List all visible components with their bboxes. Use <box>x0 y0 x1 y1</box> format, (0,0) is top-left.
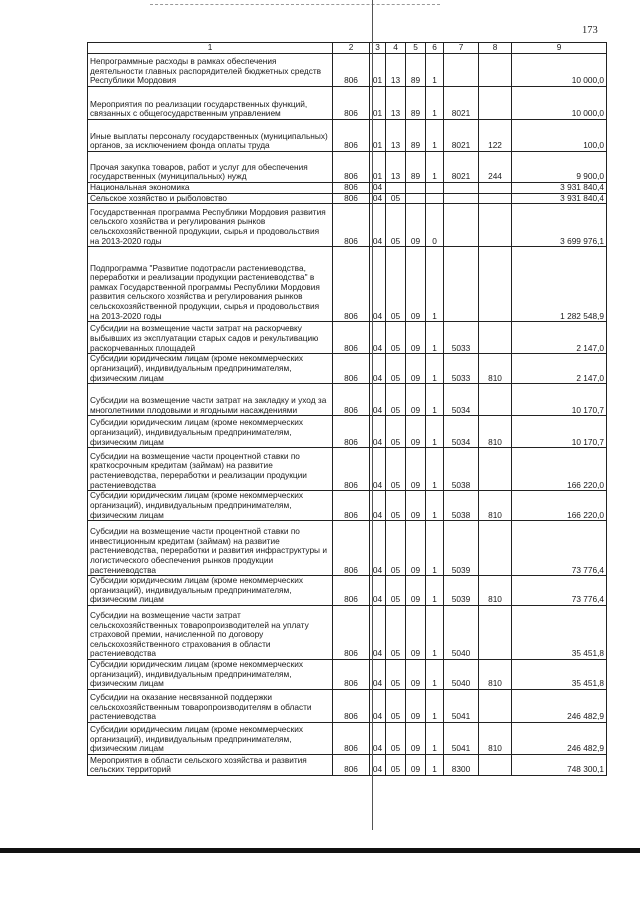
target-item-code-cell: 8300 <box>444 754 479 775</box>
program-code-cell: 89 <box>406 54 426 87</box>
table-row <box>88 152 607 183</box>
amount-cell: 10 000,0 <box>512 87 607 120</box>
department-code-cell: 806 <box>333 448 370 491</box>
table-row <box>88 87 607 120</box>
program-code-cell: 09 <box>406 322 426 354</box>
program-code-cell <box>406 183 426 194</box>
target-item-code-cell <box>444 247 479 322</box>
subprogram-code-cell: 1 <box>426 491 444 521</box>
expense-type-code-cell <box>479 689 512 722</box>
subsection-code-cell <box>386 183 406 194</box>
amount-cell: 100,0 <box>512 120 607 152</box>
scan-top-rule <box>150 4 440 5</box>
section-code-cell: 04 <box>370 576 386 606</box>
subprogram-code-cell: 1 <box>426 152 444 183</box>
section-code-cell: 04 <box>370 204 386 247</box>
table-row <box>88 521 607 576</box>
subsection-code-cell: 13 <box>386 87 406 120</box>
expense-type-code-cell: 810 <box>479 416 512 448</box>
department-code-cell: 806 <box>333 152 370 183</box>
program-code-cell: 09 <box>406 605 426 659</box>
row-name-cell: Субсидии на возмещение части процентной ставки по инвестиционным кредитам (займам) на развитие растениеводства, переработки и развития инфраструктуры и логистического обеспечения рынков продукции растениеводства <box>88 521 333 576</box>
department-code-cell: 806 <box>333 416 370 448</box>
amount-cell: 3 931 840,4 <box>512 183 607 194</box>
section-code-cell: 01 <box>370 54 386 87</box>
program-code-cell: 89 <box>406 87 426 120</box>
expense-type-code-cell: 810 <box>479 354 512 384</box>
expense-type-code-cell <box>479 193 512 204</box>
subprogram-code-cell: 1 <box>426 448 444 491</box>
row-name-cell: Субсидии юридическим лицам (кроме некоммерческих организаций), индивидуальным предпринимателям, физическим лицам <box>88 576 333 606</box>
row-name-cell: Субсидии юридическим лицам (кроме некоммерческих организаций), индивидуальным предпринимателям, физическим лицам <box>88 722 333 754</box>
expense-type-code-cell: 810 <box>479 576 512 606</box>
amount-cell: 35 451,8 <box>512 605 607 659</box>
subsection-code-cell: 05 <box>386 689 406 722</box>
table-row <box>88 689 607 722</box>
table-row <box>88 576 607 606</box>
row-name-cell: Мероприятия по реализации государственных функций, связанных с общегосударственным управлением <box>88 87 333 120</box>
subsection-code-cell: 05 <box>386 416 406 448</box>
expense-type-code-cell <box>479 605 512 659</box>
table-row <box>88 448 607 491</box>
program-code-cell: 89 <box>406 120 426 152</box>
expense-type-code-cell: 122 <box>479 120 512 152</box>
subsection-code-cell: 13 <box>386 54 406 87</box>
target-item-code-cell: 5041 <box>444 722 479 754</box>
program-code-cell: 09 <box>406 491 426 521</box>
subsection-code-cell: 05 <box>386 322 406 354</box>
table-body <box>88 54 607 776</box>
table-row <box>88 354 607 384</box>
subsection-code-cell: 05 <box>386 448 406 491</box>
section-code-cell: 01 <box>370 152 386 183</box>
row-name-cell: Субсидии на возмещение части процентной ставки по краткосрочным кредитам (займам) на развитие растениеводства, переработки и реализации продукции растениеводства <box>88 448 333 491</box>
section-code-cell: 04 <box>370 354 386 384</box>
row-name-cell: Подпрограмма "Развитие подотрасли растениеводства, переработки и реализации продукции растениеводства" в рамках Государственной программы Республики Мордовия развития сельского хозяйства и регулирования рынков сельскохозяйственной продукции, сырья и продовольствия на 2013-2020 годы <box>88 247 333 322</box>
table-row <box>88 416 607 448</box>
table-row <box>88 204 607 247</box>
section-code-cell: 04 <box>370 193 386 204</box>
table-row <box>88 659 607 689</box>
row-name-cell: Субсидии юридическим лицам (кроме некоммерческих организаций), индивидуальным предпринимателям, физическим лицам <box>88 491 333 521</box>
subprogram-code-cell: 1 <box>426 416 444 448</box>
expense-type-code-cell: 244 <box>479 152 512 183</box>
subprogram-code-cell: 1 <box>426 87 444 120</box>
target-item-code-cell <box>444 54 479 87</box>
target-item-code-cell <box>444 183 479 194</box>
section-code-cell: 01 <box>370 87 386 120</box>
subsection-code-cell: 05 <box>386 247 406 322</box>
subsection-code-cell: 05 <box>386 605 406 659</box>
column-header: 7 <box>444 43 479 54</box>
department-code-cell: 806 <box>333 87 370 120</box>
amount-cell: 246 482,9 <box>512 689 607 722</box>
row-name-cell: Субсидии на возмещение части затрат сельскохозяйственных товаропроизводителей на уплату страховой премии, начисленной по договору сельскохозяйственного страхования в области растениеводства <box>88 605 333 659</box>
program-code-cell <box>406 193 426 204</box>
table-row <box>88 384 607 416</box>
section-code-cell: 04 <box>370 521 386 576</box>
table-row <box>88 322 607 354</box>
department-code-cell: 806 <box>333 722 370 754</box>
department-code-cell: 806 <box>333 193 370 204</box>
subsection-code-cell: 05 <box>386 722 406 754</box>
target-item-code-cell: 5033 <box>444 322 479 354</box>
amount-cell: 246 482,9 <box>512 722 607 754</box>
column-header: 1 <box>88 43 333 54</box>
section-code-cell: 01 <box>370 120 386 152</box>
subsection-code-cell: 05 <box>386 521 406 576</box>
row-name-cell: Мероприятия в области сельского хозяйства и развития сельских территорий <box>88 754 333 775</box>
subsection-code-cell: 13 <box>386 152 406 183</box>
department-code-cell: 806 <box>333 384 370 416</box>
expense-type-code-cell <box>479 322 512 354</box>
program-code-cell: 09 <box>406 576 426 606</box>
target-item-code-cell <box>444 204 479 247</box>
target-item-code-cell: 5040 <box>444 659 479 689</box>
department-code-cell: 806 <box>333 120 370 152</box>
amount-cell: 10 170,7 <box>512 384 607 416</box>
expense-type-code-cell <box>479 54 512 87</box>
department-code-cell: 806 <box>333 183 370 194</box>
program-code-cell: 09 <box>406 416 426 448</box>
program-code-cell: 09 <box>406 354 426 384</box>
section-code-cell: 04 <box>370 322 386 354</box>
table-row <box>88 605 607 659</box>
table-row <box>88 491 607 521</box>
amount-cell: 2 147,0 <box>512 322 607 354</box>
program-code-cell: 09 <box>406 689 426 722</box>
amount-cell: 73 776,4 <box>512 576 607 606</box>
target-item-code-cell: 5034 <box>444 384 479 416</box>
amount-cell: 2 147,0 <box>512 354 607 384</box>
expense-type-code-cell <box>479 204 512 247</box>
expense-type-code-cell <box>479 754 512 775</box>
amount-cell: 166 220,0 <box>512 491 607 521</box>
budget-table <box>87 42 607 776</box>
section-code-cell: 04 <box>370 754 386 775</box>
expense-type-code-cell <box>479 448 512 491</box>
subsection-code-cell: 05 <box>386 354 406 384</box>
department-code-cell: 806 <box>333 689 370 722</box>
column-header: 9 <box>512 43 607 54</box>
subprogram-code-cell <box>426 183 444 194</box>
amount-cell: 166 220,0 <box>512 448 607 491</box>
expense-type-code-cell <box>479 183 512 194</box>
row-name-cell: Национальная экономика <box>88 183 333 194</box>
subprogram-code-cell: 1 <box>426 605 444 659</box>
row-name-cell: Субсидии юридическим лицам (кроме некоммерческих организаций), индивидуальным предпринимателям, физическим лицам <box>88 659 333 689</box>
subprogram-code-cell: 1 <box>426 247 444 322</box>
expense-type-code-cell: 810 <box>479 722 512 754</box>
section-code-cell: 04 <box>370 247 386 322</box>
target-item-code-cell: 5033 <box>444 354 479 384</box>
subprogram-code-cell: 1 <box>426 322 444 354</box>
expense-type-code-cell <box>479 521 512 576</box>
subprogram-code-cell: 1 <box>426 384 444 416</box>
subprogram-code-cell: 1 <box>426 54 444 87</box>
subprogram-code-cell: 1 <box>426 521 444 576</box>
subsection-code-cell: 05 <box>386 384 406 416</box>
section-code-cell: 04 <box>370 448 386 491</box>
table-row <box>88 183 607 194</box>
target-item-code-cell: 8021 <box>444 87 479 120</box>
amount-cell: 1 282 548,9 <box>512 247 607 322</box>
amount-cell: 10 000,0 <box>512 54 607 87</box>
amount-cell: 35 451,8 <box>512 659 607 689</box>
department-code-cell: 806 <box>333 54 370 87</box>
row-name-cell: Государственная программа Республики Мордовия развития сельского хозяйства и регулирования рынков сельскохозяйственной продукции, сырья и продовольствия на 2013-2020 годы <box>88 204 333 247</box>
subprogram-code-cell: 1 <box>426 689 444 722</box>
subprogram-code-cell: 1 <box>426 576 444 606</box>
target-item-code-cell: 5039 <box>444 576 479 606</box>
column-header: 6 <box>426 43 444 54</box>
subsection-code-cell: 05 <box>386 204 406 247</box>
subprogram-code-cell: 1 <box>426 659 444 689</box>
column-header: 4 <box>386 43 406 54</box>
subprogram-code-cell: 1 <box>426 354 444 384</box>
section-code-cell: 04 <box>370 491 386 521</box>
amount-cell: 73 776,4 <box>512 521 607 576</box>
section-code-cell: 04 <box>370 416 386 448</box>
program-code-cell: 09 <box>406 384 426 416</box>
subprogram-code-cell: 1 <box>426 120 444 152</box>
subprogram-code-cell: 1 <box>426 722 444 754</box>
column-header: 5 <box>406 43 426 54</box>
section-code-cell: 04 <box>370 722 386 754</box>
program-code-cell: 09 <box>406 659 426 689</box>
amount-cell: 9 900,0 <box>512 152 607 183</box>
department-code-cell: 806 <box>333 247 370 322</box>
column-header: 3 <box>370 43 386 54</box>
row-name-cell: Субсидии на оказание несвязанной поддержки сельскохозяйственным товаропроизводителям в области растениеводства <box>88 689 333 722</box>
expense-type-code-cell <box>479 384 512 416</box>
department-code-cell: 806 <box>333 322 370 354</box>
subsection-code-cell: 05 <box>386 491 406 521</box>
program-code-cell: 89 <box>406 152 426 183</box>
row-name-cell: Субсидии на возмещение части затрат на закладку и уход за многолетними плодовыми и ягодными насаждениями <box>88 384 333 416</box>
row-name-cell: Сельское хозяйство и рыболовство <box>88 193 333 204</box>
department-code-cell: 806 <box>333 491 370 521</box>
amount-cell: 748 300,1 <box>512 754 607 775</box>
subsection-code-cell: 05 <box>386 659 406 689</box>
department-code-cell: 806 <box>333 204 370 247</box>
expense-type-code-cell <box>479 87 512 120</box>
scan-fold-line <box>372 0 373 830</box>
column-header: 8 <box>479 43 512 54</box>
scan-bottom-bar <box>0 848 640 853</box>
section-code-cell: 04 <box>370 605 386 659</box>
target-item-code-cell: 5034 <box>444 416 479 448</box>
row-name-cell: Субсидии юридическим лицам (кроме некоммерческих организаций), индивидуальным предпринимателям, физическим лицам <box>88 354 333 384</box>
expense-type-code-cell <box>479 247 512 322</box>
row-name-cell: Прочая закупка товаров, работ и услуг для обеспечения государственных (муниципальных) нужд <box>88 152 333 183</box>
row-name-cell: Иные выплаты персоналу государственных (муниципальных) органов, за исключением фонда оплаты труда <box>88 120 333 152</box>
amount-cell: 10 170,7 <box>512 416 607 448</box>
header-row <box>88 43 607 54</box>
target-item-code-cell: 5038 <box>444 491 479 521</box>
amount-cell: 3 931 840,4 <box>512 193 607 204</box>
program-code-cell: 09 <box>406 247 426 322</box>
row-name-cell: Субсидии на возмещение части затрат на раскорчевку выбывших из эксплуатации старых садов и рекультивацию раскорчеванных площадей <box>88 322 333 354</box>
table-row <box>88 193 607 204</box>
department-code-cell: 806 <box>333 354 370 384</box>
program-code-cell: 09 <box>406 448 426 491</box>
program-code-cell: 09 <box>406 521 426 576</box>
section-code-cell: 04 <box>370 659 386 689</box>
target-item-code-cell: 5039 <box>444 521 479 576</box>
expense-type-code-cell: 810 <box>479 659 512 689</box>
program-code-cell: 09 <box>406 722 426 754</box>
table-row <box>88 120 607 152</box>
subsection-code-cell: 05 <box>386 754 406 775</box>
table-row <box>88 754 607 775</box>
row-name-cell: Субсидии юридическим лицам (кроме некоммерческих организаций), индивидуальным предпринимателям, физическим лицам <box>88 416 333 448</box>
subsection-code-cell: 05 <box>386 576 406 606</box>
department-code-cell: 806 <box>333 521 370 576</box>
page-number: 173 <box>582 25 598 36</box>
table-row <box>88 247 607 322</box>
section-code-cell: 04 <box>370 384 386 416</box>
department-code-cell: 806 <box>333 659 370 689</box>
department-code-cell: 806 <box>333 605 370 659</box>
target-item-code-cell: 5040 <box>444 605 479 659</box>
program-code-cell: 09 <box>406 754 426 775</box>
subprogram-code-cell <box>426 193 444 204</box>
row-name-cell: Непрограммные расходы в рамках обеспечения деятельности главных распорядителей бюджетных средств Республики Мордовия <box>88 54 333 87</box>
target-item-code-cell: 8021 <box>444 152 479 183</box>
subprogram-code-cell: 1 <box>426 754 444 775</box>
department-code-cell: 806 <box>333 754 370 775</box>
target-item-code-cell: 5038 <box>444 448 479 491</box>
target-item-code-cell <box>444 193 479 204</box>
department-code-cell: 806 <box>333 576 370 606</box>
subsection-code-cell: 13 <box>386 120 406 152</box>
table-row <box>88 722 607 754</box>
section-code-cell: 04 <box>370 183 386 194</box>
expense-type-code-cell: 810 <box>479 491 512 521</box>
table-row <box>88 54 607 87</box>
target-item-code-cell: 5041 <box>444 689 479 722</box>
section-code-cell: 04 <box>370 689 386 722</box>
subprogram-code-cell: 0 <box>426 204 444 247</box>
subsection-code-cell: 05 <box>386 193 406 204</box>
column-header: 2 <box>333 43 370 54</box>
amount-cell: 3 699 976,1 <box>512 204 607 247</box>
program-code-cell: 09 <box>406 204 426 247</box>
target-item-code-cell: 8021 <box>444 120 479 152</box>
